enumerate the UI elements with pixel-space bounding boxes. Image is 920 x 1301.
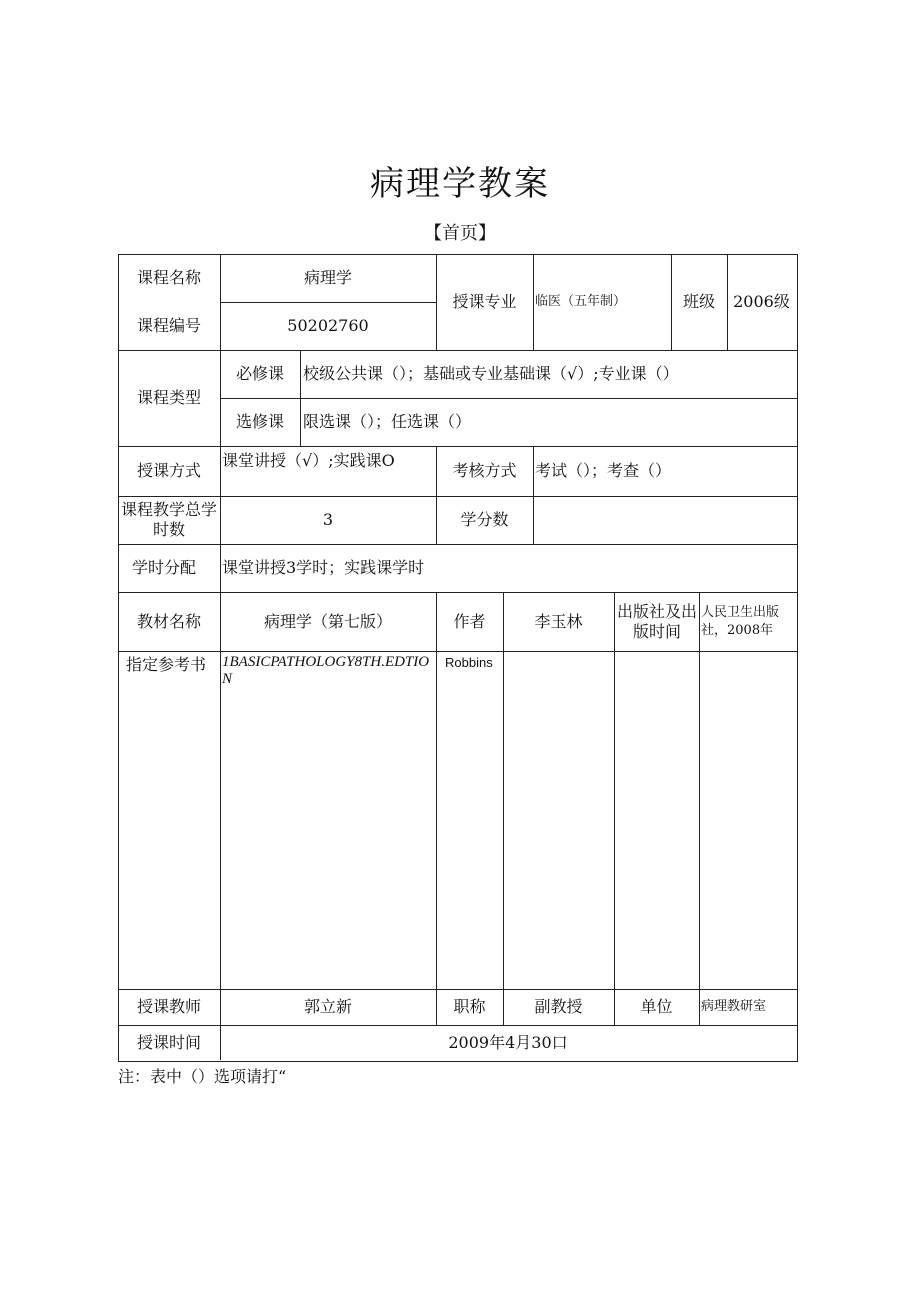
divider — [300, 350, 301, 446]
teacher-value: 郭立新 — [303, 997, 352, 1016]
document-title: 病理学教案 — [370, 164, 550, 204]
required-value: 校级公共课（）；基础或专业基础课（√）;专业课（） — [303, 364, 679, 383]
credits-label: 学分数 — [460, 510, 509, 529]
divider — [533, 254, 534, 350]
course-code-label: 课程编号 — [136, 316, 201, 335]
teaching-method-value: 课堂讲授（√）;实践课O — [222, 451, 395, 470]
class-label: 班级 — [682, 292, 715, 311]
reference-label: 指定参考书 — [126, 655, 207, 674]
teacher-label: 授课教师 — [136, 997, 201, 1016]
teacher-title-value: 副教授 — [534, 997, 583, 1016]
major-value: 临医（五年制） — [535, 294, 627, 309]
assessment-value: 考试（）；考查（） — [535, 461, 672, 480]
reference-author: Robbins — [445, 655, 493, 670]
course-name-value: 病理学 — [303, 268, 352, 287]
credits-value — [535, 496, 796, 544]
hours-dist-value: 课堂讲授3学时；实践课学时 — [222, 558, 425, 577]
textbook-label: 教材名称 — [136, 611, 201, 631]
publisher-value: 人民卫生出版社，2008年 — [701, 604, 780, 638]
divider — [699, 592, 700, 1025]
author-label: 作者 — [453, 611, 486, 631]
class-value: 2006级 — [733, 292, 790, 311]
textbook-value: 病理学（第七版） — [263, 611, 392, 631]
document-subtitle: 【首页】 — [424, 223, 496, 244]
hours-dist-label: 学时分配 — [131, 558, 196, 577]
teaching-method-label: 授课方式 — [136, 461, 201, 480]
required-label: 必修课 — [235, 364, 284, 383]
course-code-value: 50202760 — [287, 316, 369, 335]
elective-value: 限选课（）；任选课（） — [303, 412, 472, 431]
divider — [533, 446, 534, 544]
assessment-label: 考核方式 — [452, 461, 517, 480]
unit-label: 单位 — [640, 997, 673, 1016]
total-hours-value: 3 — [322, 510, 334, 529]
publisher-label: 出版社及出版时间 — [616, 601, 697, 641]
divider — [503, 592, 504, 1025]
major-label: 授课专业 — [452, 292, 517, 311]
elective-label: 选修课 — [235, 412, 284, 431]
teacher-title-label: 职称 — [453, 997, 486, 1016]
course-name-label: 课程名称 — [136, 268, 201, 287]
author-value: 李玉林 — [534, 611, 583, 631]
time-label: 授课时间 — [136, 1032, 201, 1052]
footnote: 注：表中（）选项请打“ — [118, 1067, 287, 1086]
divider — [614, 592, 615, 1025]
reference-value: 1BASICPATHOLOGY8TH.EDTION — [222, 654, 430, 687]
course-type-label: 课程类型 — [136, 388, 201, 407]
divider — [436, 592, 437, 1025]
time-value: 2009年4月30口 — [448, 1032, 568, 1052]
total-hours-label: 课程教学总学时数 — [120, 500, 217, 539]
unit-value: 病理教研室 — [701, 999, 767, 1014]
